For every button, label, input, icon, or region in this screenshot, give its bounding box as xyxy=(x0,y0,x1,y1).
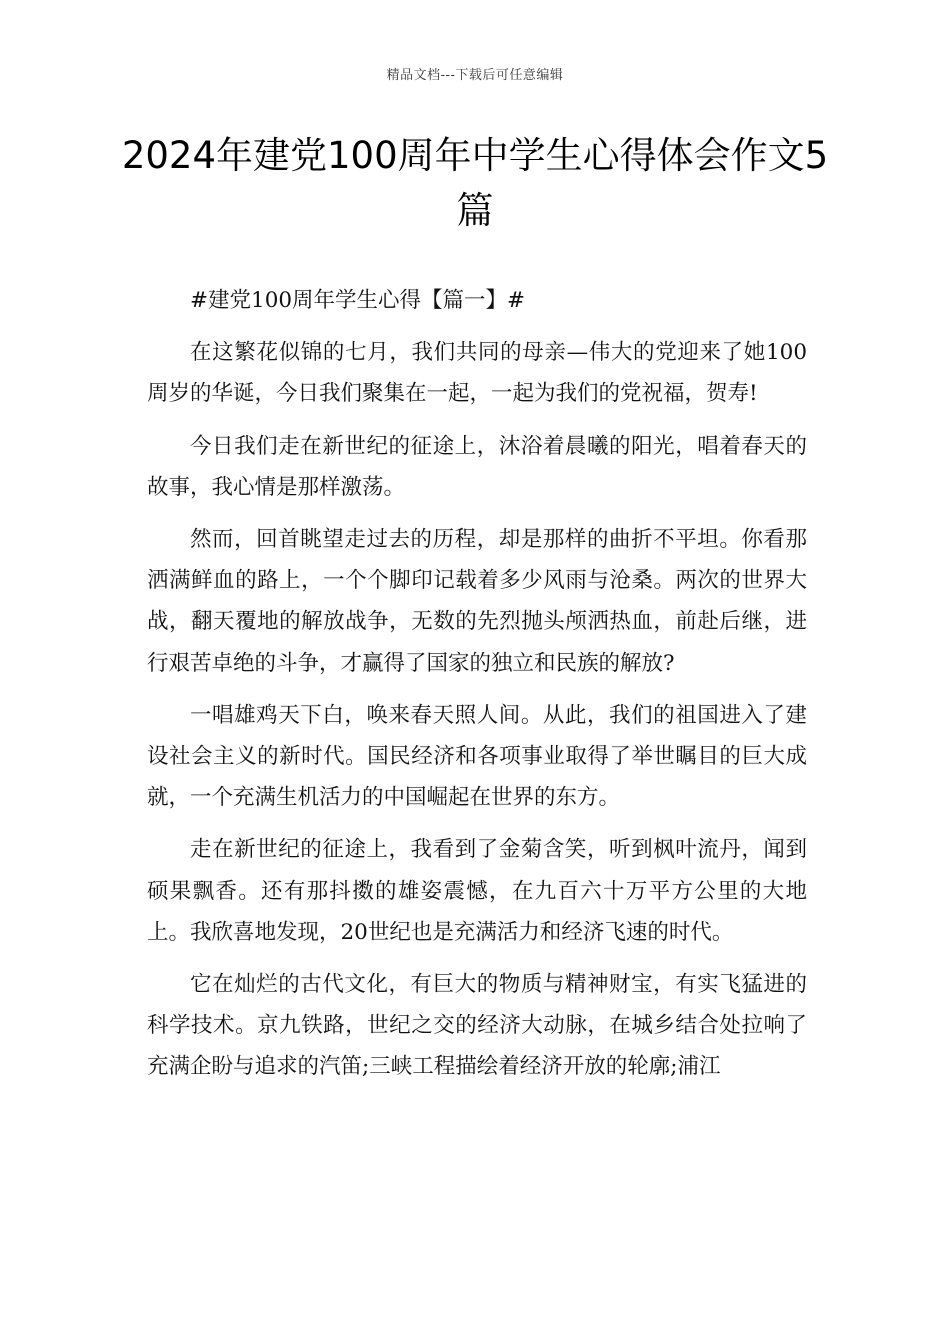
document-body xyxy=(147,280,807,1099)
paragraph: 一唱雄鸡天下白，唤来春天照人间。从此，我们的祖国进入了建设社会主义的新时代。国民经济和各项事业取得了举世瞩目的巨大成就，一个充满生机活力的中国崛起在世界的东方。 xyxy=(147,702,807,811)
section-heading: #建党100周年学生心得【篇一】# xyxy=(190,288,526,313)
paragraph: 走在新世纪的征途上，我看到了金菊含笑，听到枫叶流丹，闻到硕果飘香。还有那抖擞的雄姿震憾，在九百六十万平方公里的大地上。我欣喜地发现，20世纪也是充满活力和经济飞速的时代。 xyxy=(147,837,807,945)
header-note: 精品文档---下载后可任意编辑 xyxy=(386,68,564,83)
paragraph: 在这繁花似锦的七月，我们共同的母亲—伟大的党迎来了她100周岁的华诞，今日我们聚集在一起，一起为我们的党祝福，贺寿! xyxy=(147,340,807,407)
paragraph: 它在灿烂的古代文化，有巨大的物质与精神财宝，有实飞猛进的科学技术。京九铁路，世纪之交的经济大动脉，在城乡结合处拉响了充满企盼与追求的汽笛;三峡工程描绘着经济开放的轮廓;浦江 xyxy=(147,972,807,1080)
document-title: 2024年建党100周年中学生心得体会作文5篇 xyxy=(121,134,829,232)
paragraph: 今日我们走在新世纪的征途上，沐浴着晨曦的阳光，唱着春天的故事，我心情是那样激荡。 xyxy=(147,433,807,500)
paragraph: 然而，回首眺望走过去的历程，却是那样的曲折不平坦。你看那洒满鲜血的路上，一个个脚印记载着多少风雨与沧桑。两次的世界大战，翻天覆地的解放战争，无数的先烈抛头颅洒热血，前赴后继，进行艰苦卓绝的斗争，才赢得了国家的独立和民族的解放? xyxy=(147,527,807,676)
